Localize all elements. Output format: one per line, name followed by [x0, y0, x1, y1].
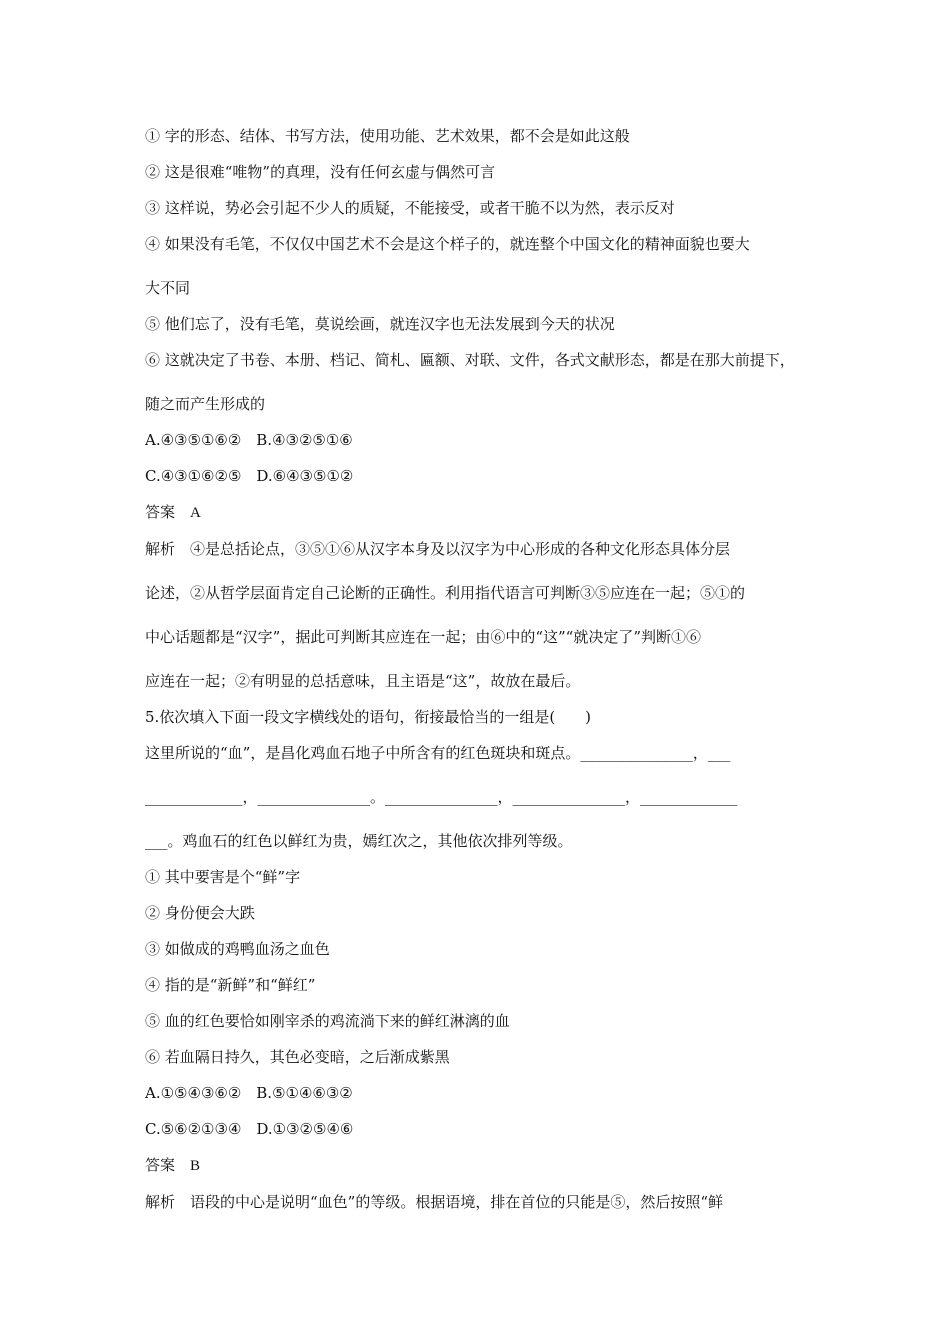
q4-analysis-line-2: 论述，②从哲学层面肯定自己论断的正确性。利用指代语言可判断③⑤应连在一起；⑤①的: [145, 584, 746, 602]
q4-item-1: ① 字的形态、结体、书写方法，使用功能、艺术效果，都不会是如此这般: [145, 127, 630, 145]
q5-item-4: ④ 指的是“新鲜”和“鲜红”: [145, 976, 316, 994]
q5-passage-line-3: ___。鸡血石的红色以鲜红为贵，嫣红次之，其他依次排列等级。: [145, 832, 573, 850]
q4-options-cd: C.④③①⑥②⑤ D.⑥④③⑤①②: [145, 467, 354, 485]
q4-item-6-continued: 随之而产生形成的: [145, 395, 266, 413]
q4-analysis-line-4: 应连在一起；②有明显的总括意味，且主语是“这”，故放在最后。: [145, 672, 581, 690]
q4-answer: [145, 501, 810, 524]
question-4-items: [145, 125, 810, 415]
q5-answer-label: 答案: [145, 1156, 176, 1174]
question-4-options: [145, 429, 810, 487]
q4-item-6: ⑥ 这就决定了书卷、本册、档记、简札、匾额、对联、文件，各式文献形态，都是在那大前提下，: [145, 351, 795, 369]
q4-item-4-continued: 大不同: [145, 279, 191, 297]
q4-answer-value: A: [190, 505, 201, 521]
q4-analysis: [145, 538, 810, 692]
q4-answer-label: 答案: [145, 503, 176, 521]
q4-item-3: ③ 这样说，势必会引起不少人的质疑，不能接受，或者干脆不以为然，表示反对: [145, 199, 675, 217]
q5-passage-line-2: _____________，_______________。_______________，_______________，_____________: [145, 788, 738, 806]
q4-item-5: ⑤ 他们忘了，没有毛笔，莫说绘画，就连汉字也无法发展到今天的状况: [145, 315, 615, 333]
q4-item-4: ④ 如果没有毛笔，不仅仅中国艺术不会是这个样子的，就连整个中国文化的精神面貌也要大: [145, 235, 750, 253]
q4-options-ab: A.④③⑤①⑥② B.④③②⑤①⑥: [145, 431, 353, 449]
q5-item-1: ① 其中要害是个“鲜”字: [145, 868, 301, 886]
q5-passage: [145, 742, 810, 852]
q5-passage-line-1: 这里所说的“血”，是昌化鸡血石地子中所含有的红色斑块和斑点。_______________，___: [145, 744, 731, 762]
q5-analysis-label: 解析: [145, 1193, 176, 1211]
q5-item-3: ③ 如做成的鸡鸭血汤之血色: [145, 940, 330, 958]
document-page: [145, 125, 810, 1213]
q5-item-2: ② 身份便会大跌: [145, 904, 255, 922]
q5-analysis-text: 语段的中心是说明“血色”的等级。根据语境，排在首位的只能是⑤，然后按照“鲜: [190, 1193, 724, 1211]
q5-analysis: [145, 1191, 810, 1213]
q5-stem: 5.依次填入下面一段文字横线处的语句，衔接最恰当的一组是( ): [145, 708, 592, 726]
q4-analysis-line-1: [145, 538, 810, 560]
q5-answer-value: B: [190, 1158, 201, 1174]
q5-answer: [145, 1154, 810, 1177]
q5-item-6: ⑥ 若血隔日持久，其色必变暗，之后渐成紫黑: [145, 1048, 450, 1066]
question-5-options: [145, 1082, 810, 1140]
q4-analysis-text-1: ④是总括论点，③⑤①⑥从汉字本身及以汉字为中心形成的各种文化形态具体分层: [190, 540, 731, 558]
question-5-items: [145, 866, 810, 1068]
q4-item-2: ② 这是很难“唯物”的真理，没有任何玄虚与偶然可言: [145, 163, 496, 181]
q5-options-cd: C.⑤⑥②①③④ D.①③②⑤④⑥: [145, 1120, 354, 1138]
q5-options-ab: A.①⑤④③⑥② B.⑤①④⑥③②: [145, 1084, 353, 1102]
q5-item-5: ⑤ 血的红色要恰如刚宰杀的鸡流淌下来的鲜红淋漓的血: [145, 1012, 510, 1030]
q4-analysis-line-3: 中心话题都是“汉字”，据此可判断其应连在一起；由⑥中的“这”“就决定了”判断①⑥: [145, 628, 702, 646]
q4-analysis-label: 解析: [145, 540, 176, 558]
